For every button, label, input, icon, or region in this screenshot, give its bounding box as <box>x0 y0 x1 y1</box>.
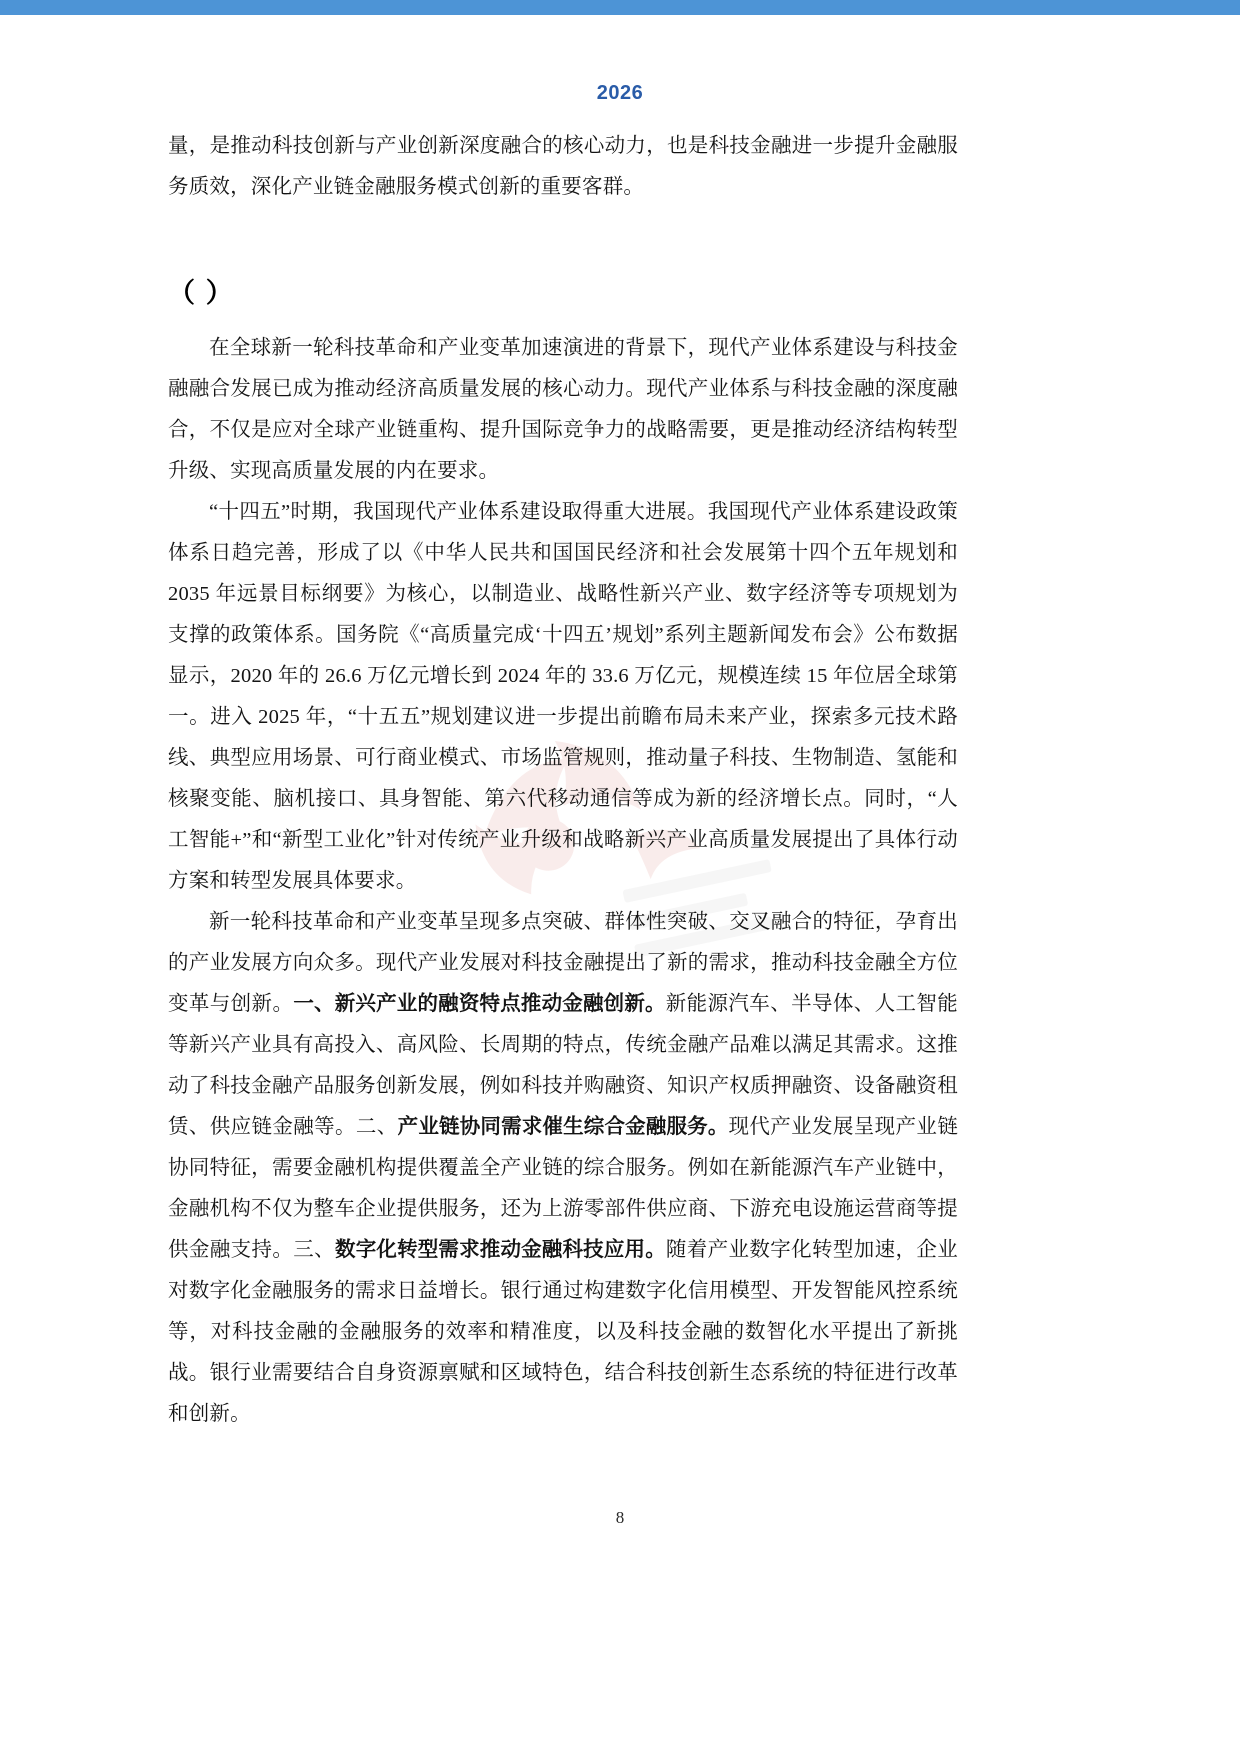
paragraph-3-bold-heading-3: 数字化转型需求推动金融科技应用。 <box>335 1239 666 1261</box>
paragraph-3-segment-1: 新一轮科技革命和产业变革呈现多点突破、群体性突破、交叉融合的特征，孕育出的产业发展方向众多。现代产业发展对科技金融提出了新的需求，推动科技金融全方位变革与创新。 <box>168 911 958 1015</box>
paragraph-3 <box>168 902 958 1435</box>
top-accent-band <box>0 0 1240 15</box>
paragraph-3-bold-heading-1: 一、新兴产业的融资特点推动金融创新。 <box>293 993 666 1015</box>
document-body <box>168 126 958 1435</box>
spacer <box>168 312 958 328</box>
page-header <box>0 82 1240 105</box>
section-heading: （ ） <box>168 278 235 308</box>
paragraph-3-segment-4: 随着产业数字化转型加速，企业对数字化金融服务的需求日益增长。银行通过构建数字化信用模型、开发智能风控系统等，对科技金融的金融服务的效率和精准度，以及科技金融的数智化水平提出了新挑战。银行业需要结合自身资源禀赋和区域特色，结合科技创新生态系统的特征进行改革和创新。 <box>168 1239 958 1425</box>
paragraph-lead: 量，是推动科技创新与产业创新深度融合的核心动力，也是科技金融进一步提升金融服务质效，深化产业链金融服务模式创新的重要客群。 <box>168 135 958 198</box>
paragraph-1: 在全球新一轮科技革命和产业变革加速演进的背景下，现代产业体系建设与科技金融融合发展已成为推动经济高质量发展的核心动力。现代产业体系与科技金融的深度融合，不仅是应对全球产业链重构、提升国际竞争力的战略需要，更是推动经济结构转型升级、实现高质量发展的内在要求。 <box>168 337 958 482</box>
paragraph-2: “十四五”时期，我国现代产业体系建设取得重大进展。我国现代产业体系建设政策体系日趋完善，形成了以《中华人民共和国国民经济和社会发展第十四个五年规划和 2035 年远景目标纲要》为核心，以制造业、战略性新兴产业、数字经济等专项规划为支撑的政策体系。国务院《“高质量完成‘十四五’规划”系列主题新闻发布会》公布数据显示，2020 年的 26.6 万亿元增长到 2024 年的 33.6 万亿元，规模连续 15 年位居全球第一。进入 2025 年，“十五五”规划建议进一步提出前瞻布局未来产业，探索多元技术路线、典型应用场景、可行商业模式、市场监管规则，推动量子科技、生物制造、氢能和核聚变能、脑机接口、具身智能、第六代移动通信等成为新的经济增长点。同时，“人工智能+”和“新型工业化”针对传统产业升级和战略新兴产业高质量发展提出了具体行动方案和转型发展具体要求。 <box>168 501 958 892</box>
header-year: 2026 <box>596 82 644 104</box>
paragraph-3-segment-3: 现代产业发展呈现产业链协同特征，需要金融机构提供覆盖全产业链的综合服务。例如在新能源汽车产业链中，金融机构不仅为整车企业提供服务，还为上游零部件供应商、下游充电设施运营商等提供金融支持。三、 <box>168 1116 959 1261</box>
page-footer <box>0 1508 1240 1528</box>
page-number: 8 <box>615 1508 625 1527</box>
paragraph-3-bold-heading-2: 产业链协同需求催生综合金融服务。 <box>397 1116 729 1138</box>
paragraph-3-segment-2: 新能源汽车、半导体、人工智能等新兴产业具有高投入、高风险、长周期的特点，传统金融产品难以满足其需求。这推动了科技金融产品服务创新发展，例如科技并购融资、知识产权质押融资、设备融资租赁、供应链金融等。二、 <box>168 993 959 1138</box>
spacer <box>168 208 958 274</box>
